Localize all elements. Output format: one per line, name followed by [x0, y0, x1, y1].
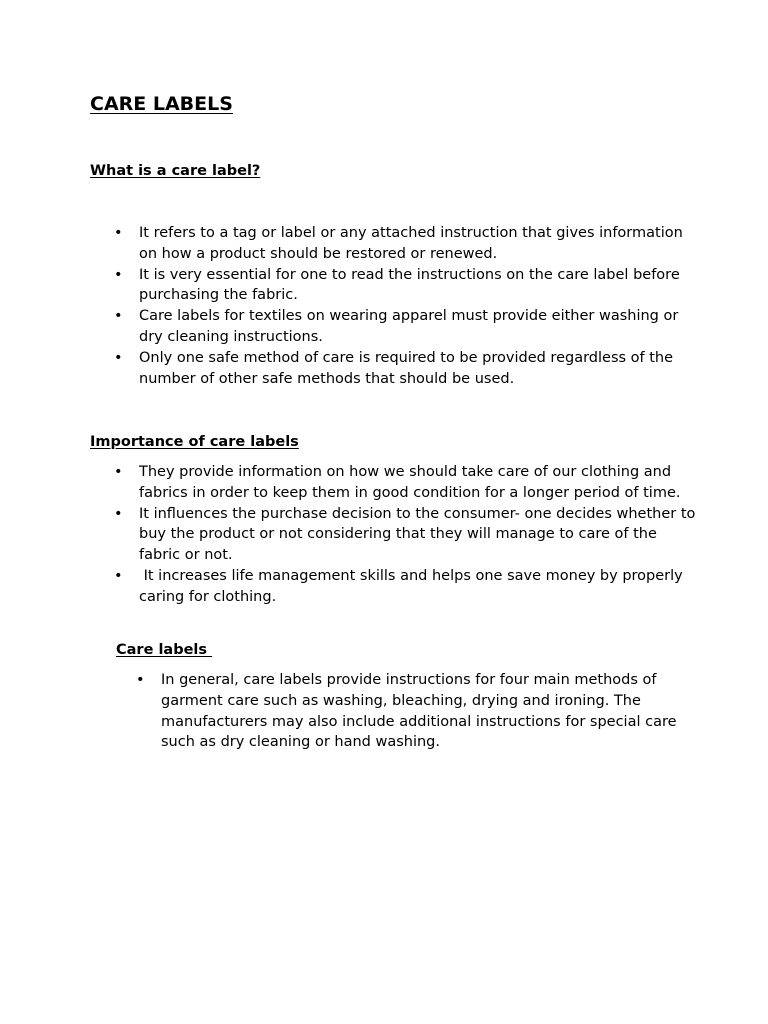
bullet-icon: •: [114, 266, 123, 283]
bullet-icon: •: [114, 464, 123, 480]
list-item: [114, 566, 699, 608]
list-item: [136, 670, 701, 753]
list-item-text: Only one safe method of care is required to be provided regardless of the number of other safe methods that should be used.: [139, 349, 678, 387]
bullet-icon: •: [136, 672, 145, 688]
list-item: [114, 462, 699, 504]
heading-what-is-care-label: What is a care label?: [90, 163, 261, 179]
list-item: [114, 265, 699, 307]
what-is-care-label-list: [114, 223, 699, 389]
document-title: CARE LABELS: [90, 93, 233, 115]
bullet-icon: •: [114, 505, 123, 522]
heading-care-labels: Care labels: [116, 642, 213, 658]
list-item-text: It increases life management skills and helps one save money by properly caring for clothing.: [139, 567, 688, 605]
list-item: [114, 223, 699, 265]
list-item-text: They provide information on how we should take care of our clothing and fabrics in order to keep them in good condition for a longer period of time.: [139, 464, 681, 501]
list-item-text: Care labels for textiles on wearing apparel must provide either washing or dry cleaning instructions.: [139, 308, 683, 345]
list-item: [114, 504, 701, 566]
list-item-text: It influences the purchase decision to the consumer- one decides whether to buy the product or not considering that they will manage to care of the fabric or not.: [139, 505, 701, 564]
importance-list: [114, 462, 701, 608]
list-item-text: It refers to a tag or label or any attached instruction that gives information on how a product should be restored or renewed.: [139, 225, 688, 262]
heading-importance-of-care-labels: Importance of care labels: [90, 434, 299, 450]
list-item-text: In general, care labels provide instructions for four main methods of garment care such as washing, bleaching, drying and ironing. The manufacturers may also include additional instructions for special care such as dry cleaning or hand washing.: [161, 672, 682, 751]
bullet-icon: •: [114, 349, 123, 366]
bullet-icon: •: [114, 308, 123, 325]
bullet-icon: •: [114, 225, 123, 241]
list-item: [114, 306, 699, 348]
list-item: [114, 348, 699, 390]
bullet-icon: •: [114, 567, 123, 584]
care-labels-list: [136, 670, 701, 753]
list-item-text: It is very essential for one to read the instructions on the care label before purchasing the fabric.: [139, 266, 685, 304]
